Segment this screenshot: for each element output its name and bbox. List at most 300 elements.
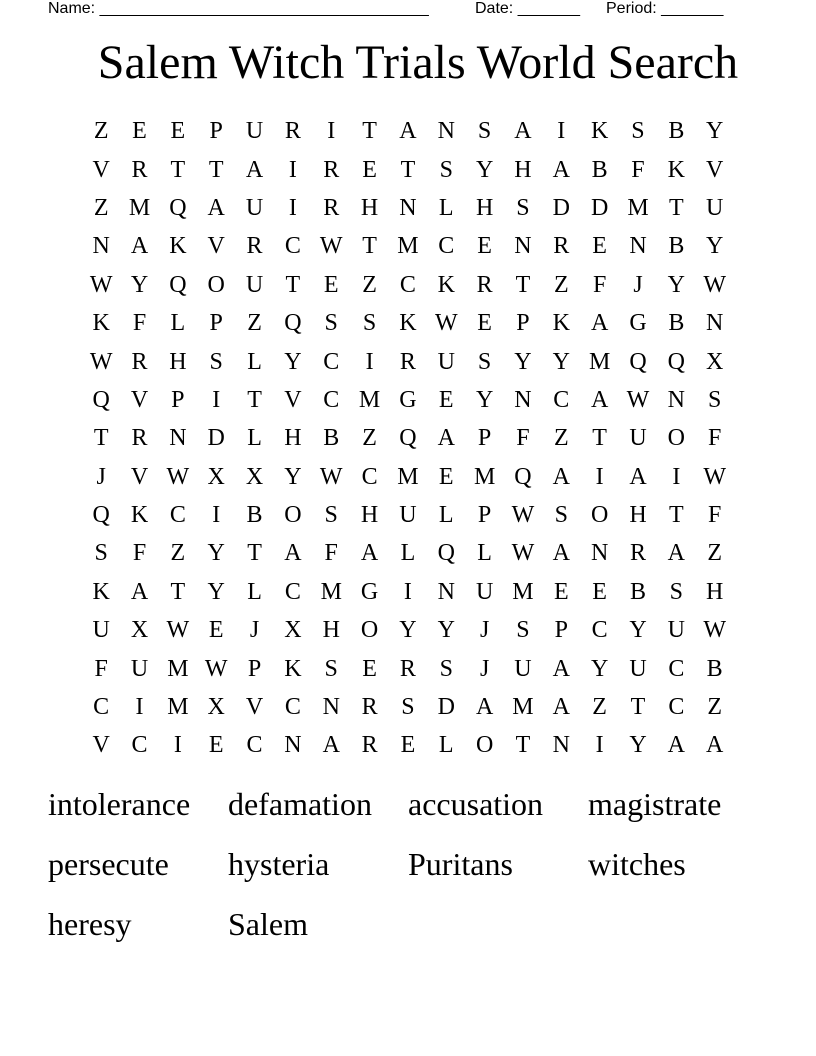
grid-letter[interactable]: F [516, 425, 530, 452]
grid-letter[interactable]: Y [514, 348, 532, 375]
grid-letter[interactable]: M [128, 194, 151, 221]
grid-letter[interactable]: P [209, 310, 223, 337]
grid-letter[interactable]: Y [130, 271, 149, 298]
grid-letter[interactable]: K [92, 310, 110, 337]
grid-letter[interactable]: E [362, 156, 377, 183]
grid-letter[interactable]: S [516, 194, 530, 221]
grid-letter[interactable]: M [512, 578, 534, 605]
grid-letter[interactable]: T [668, 502, 684, 529]
grid-letter[interactable]: T [362, 118, 377, 145]
grid-letter[interactable]: P [554, 617, 568, 644]
grid-letter[interactable]: G [360, 578, 379, 605]
grid-letter[interactable]: W [319, 463, 343, 490]
grid-letter[interactable]: A [360, 540, 379, 567]
grid-letter[interactable]: Y [207, 578, 225, 605]
grid-letter[interactable]: S [707, 386, 722, 413]
grid-letter[interactable]: I [557, 118, 566, 145]
grid-letter[interactable]: S [477, 348, 492, 375]
grid-letter[interactable]: R [284, 118, 301, 145]
grid-letter[interactable]: K [92, 578, 110, 605]
grid-letter[interactable]: U [92, 617, 110, 644]
grid-letter[interactable]: O [475, 732, 494, 759]
grid-letter[interactable]: L [247, 348, 262, 375]
grid-letter[interactable]: Q [629, 348, 647, 375]
grid-letter[interactable]: V [245, 694, 264, 721]
grid-letter[interactable]: W [319, 233, 343, 260]
grid-letter[interactable]: Z [553, 271, 569, 298]
grid-letter[interactable]: M [397, 233, 419, 260]
grid-letter[interactable]: C [399, 271, 416, 298]
word-bank-item: accusation [408, 786, 544, 822]
grid-letter[interactable]: P [477, 502, 492, 529]
grid-letter[interactable]: I [135, 694, 144, 721]
grid-letter[interactable]: F [631, 156, 645, 183]
grid-letter[interactable]: A [399, 118, 417, 145]
grid-letter[interactable]: J [633, 271, 643, 298]
grid-letter[interactable]: A [667, 732, 685, 759]
grid-letter[interactable]: J [249, 617, 260, 644]
grid-letter[interactable]: Y [437, 617, 455, 644]
grid-letter[interactable]: T [93, 425, 109, 452]
grid-letter[interactable]: Z [707, 540, 722, 567]
grid-letter[interactable]: P [171, 386, 185, 413]
grid-letter[interactable]: T [592, 425, 607, 452]
grid-letter[interactable]: A [629, 463, 647, 490]
grid-letter[interactable]: R [476, 271, 493, 298]
grid-letter[interactable]: Y [706, 233, 724, 260]
grid-letter[interactable]: F [707, 502, 722, 529]
grid-letter[interactable]: O [284, 502, 302, 529]
grid-letter[interactable]: B [706, 655, 723, 682]
date-field[interactable]: Date: _______ [475, 0, 580, 17]
grid-letter[interactable]: E [132, 118, 147, 145]
grid-letter[interactable]: U [514, 655, 532, 682]
grid-letter[interactable]: C [284, 233, 301, 260]
grid-letter[interactable]: Z [93, 194, 109, 221]
grid-letter[interactable]: T [630, 694, 646, 721]
period-field[interactable]: Period: _______ [606, 0, 724, 17]
grid-letter[interactable]: Q [169, 271, 187, 298]
grid-letter[interactable]: E [553, 578, 569, 605]
grid-letter[interactable]: S [439, 156, 453, 183]
grid-letter[interactable]: S [324, 655, 338, 682]
grid-letter[interactable]: P [209, 118, 223, 145]
grid-letter[interactable]: C [668, 694, 685, 721]
grid-letter[interactable]: M [397, 463, 419, 490]
grid-letter[interactable]: R [131, 348, 148, 375]
grid-letter[interactable]: H [322, 617, 340, 644]
grid-letter[interactable]: X [130, 617, 149, 644]
grid-letter[interactable]: H [706, 578, 724, 605]
grid-letter[interactable]: N [514, 386, 532, 413]
grid-letter[interactable]: H [360, 194, 379, 221]
grid-letter[interactable]: J [479, 617, 490, 644]
grid-letter[interactable]: A [552, 655, 570, 682]
grid-row [82, 496, 734, 534]
grid-letter[interactable]: Q [667, 348, 685, 375]
grid-letter[interactable]: S [324, 310, 338, 337]
grid-letter[interactable]: K [437, 271, 455, 298]
grid-letter[interactable]: T [668, 194, 684, 221]
grid-letter[interactable]: M [473, 463, 496, 490]
grid-letter[interactable]: R [553, 233, 570, 260]
grid-letter[interactable]: C [323, 386, 340, 413]
grid-letter[interactable]: A [130, 578, 149, 605]
grid-letter[interactable]: L [477, 540, 492, 567]
grid-letter[interactable]: A [590, 310, 609, 337]
grid-letter[interactable]: V [207, 233, 225, 260]
grid-letter[interactable]: W [166, 617, 190, 644]
grid-letter[interactable]: L [438, 502, 454, 529]
grid-letter[interactable]: Y [629, 732, 647, 759]
grid-letter[interactable]: T [515, 271, 531, 298]
grid-letter[interactable]: S [209, 348, 223, 375]
grid-letter[interactable]: Y [475, 386, 494, 413]
grid-letter[interactable]: W [511, 502, 535, 529]
grid-letter[interactable]: A [207, 194, 225, 221]
grid-letter[interactable]: Y [284, 463, 302, 490]
grid-letter[interactable]: Z [247, 310, 262, 337]
grid-letter[interactable]: E [362, 655, 377, 682]
grid-letter[interactable]: Z [170, 540, 186, 567]
grid-letter[interactable]: N [514, 233, 532, 260]
grid-letter[interactable]: K [667, 156, 685, 183]
grid-letter[interactable]: I [595, 732, 604, 759]
grid-letter[interactable]: T [208, 156, 224, 183]
grid-letter[interactable]: B [246, 502, 263, 529]
grid-row [82, 112, 734, 150]
grid-letter[interactable]: Y [284, 348, 302, 375]
grid-letter[interactable]: O [360, 617, 379, 644]
grid-letter[interactable]: X [245, 463, 264, 490]
grid-letter[interactable]: I [212, 386, 221, 413]
grid-letter[interactable]: S [631, 118, 645, 145]
grid-letter[interactable]: C [284, 694, 301, 721]
grid-letter[interactable]: R [361, 732, 378, 759]
grid-letter[interactable]: T [362, 233, 377, 260]
grid-letter[interactable]: X [207, 694, 225, 721]
grid-letter[interactable]: K [169, 233, 187, 260]
grid-letter[interactable]: S [324, 502, 338, 529]
grid-letter[interactable]: N [437, 118, 455, 145]
grid-letter[interactable]: E [170, 118, 186, 145]
grid-letter[interactable]: I [212, 502, 221, 529]
grid-letter[interactable]: Y [706, 118, 724, 145]
grid-letter[interactable]: C [284, 578, 301, 605]
grid-letter[interactable]: I [595, 463, 604, 490]
grid-letter[interactable]: X [706, 348, 724, 375]
grid-letter[interactable]: E [477, 310, 492, 337]
grid-letter[interactable]: Y [399, 617, 417, 644]
grid-letter[interactable]: X [284, 617, 302, 644]
grid-letter[interactable]: W [89, 348, 113, 375]
grid-letter[interactable]: R [131, 425, 148, 452]
grid-letter[interactable]: N [667, 386, 685, 413]
grid-letter[interactable]: Z [362, 425, 377, 452]
grid-letter[interactable]: R [629, 540, 646, 567]
grid-letter[interactable]: W [703, 617, 726, 644]
grid-letter[interactable]: F [132, 540, 147, 567]
grid-letter[interactable]: W [703, 463, 726, 490]
grid-letter[interactable]: U [629, 425, 647, 452]
grid-letter[interactable]: A [590, 386, 609, 413]
grid-letter[interactable]: K [590, 118, 609, 145]
grid-letter[interactable]: W [703, 271, 726, 298]
grid-letter[interactable]: A [552, 540, 570, 567]
grid-letter[interactable]: N [590, 540, 609, 567]
grid-letter[interactable]: E [592, 578, 607, 605]
grid-letter[interactable]: F [94, 655, 108, 682]
grid-letter[interactable]: W [204, 655, 228, 682]
grid-letter[interactable]: I [173, 732, 182, 759]
grid-letter[interactable]: E [400, 732, 416, 759]
grid-letter[interactable]: H [284, 425, 302, 452]
grid-letter[interactable]: E [438, 463, 454, 490]
grid-letter[interactable]: S [362, 310, 377, 337]
grid-letter[interactable]: N [399, 194, 417, 221]
worksheet-header [48, 0, 748, 20]
grid-letter[interactable]: C [169, 502, 186, 529]
grid-letter[interactable]: W [511, 540, 535, 567]
grid-letter[interactable]: F [592, 271, 607, 298]
grid-letter[interactable]: R [323, 156, 340, 183]
grid-letter[interactable]: T [515, 732, 531, 759]
grid-letter[interactable]: E [208, 617, 224, 644]
grid-letter[interactable]: S [94, 540, 108, 567]
grid-letter[interactable]: G [629, 310, 647, 337]
grid-letter[interactable]: A [552, 156, 570, 183]
grid-letter[interactable]: Z [553, 425, 569, 452]
grid-letter[interactable]: C [323, 348, 340, 375]
grid-letter[interactable]: X [207, 463, 225, 490]
grid-letter[interactable]: V [130, 463, 149, 490]
grid-letter[interactable]: W [89, 271, 113, 298]
grid-letter[interactable]: S [401, 694, 415, 721]
grid-letter[interactable]: C [668, 655, 685, 682]
grid-letter[interactable]: H [629, 502, 647, 529]
grid-letter[interactable]: U [667, 617, 685, 644]
grid-letter[interactable]: L [247, 425, 262, 452]
grid-letter[interactable]: B [668, 233, 685, 260]
grid-letter[interactable]: N [552, 732, 570, 759]
grid-letter[interactable]: S [439, 655, 453, 682]
grid-letter[interactable]: I [403, 578, 412, 605]
grid-letter[interactable]: A [322, 732, 340, 759]
grid-letter[interactable]: U [399, 502, 417, 529]
grid-letter[interactable]: I [327, 118, 336, 145]
grid-letter[interactable]: T [285, 271, 301, 298]
grid-letter[interactable]: V [130, 386, 149, 413]
grid-letter[interactable]: M [627, 194, 649, 221]
grid-letter[interactable]: W [166, 463, 190, 490]
grid-letter[interactable]: Y [207, 540, 225, 567]
word-search-grid[interactable] [82, 112, 734, 765]
grid-letter[interactable]: E [477, 233, 492, 260]
grid-letter[interactable]: E [208, 732, 224, 759]
grid-letter[interactable]: F [707, 425, 722, 452]
grid-letter[interactable]: U [629, 655, 647, 682]
grid-letter[interactable]: B [591, 156, 608, 183]
grid-letter[interactable]: Z [707, 694, 722, 721]
grid-letter[interactable]: A [667, 540, 685, 567]
grid-letter[interactable]: O [207, 271, 225, 298]
grid-letter[interactable]: C [438, 233, 455, 260]
grid-letter[interactable]: I [288, 194, 297, 221]
grid-letter[interactable]: Z [592, 694, 607, 721]
grid-letter[interactable]: Q [92, 386, 110, 413]
grid-letter[interactable]: H [514, 156, 532, 183]
grid-letter[interactable]: A [514, 118, 532, 145]
grid-letter[interactable]: J [96, 463, 106, 490]
grid-letter[interactable]: F [324, 540, 338, 567]
grid-letter[interactable]: D [552, 194, 570, 221]
grid-letter[interactable]: L [438, 194, 454, 221]
grid-letter[interactable]: R [399, 655, 416, 682]
grid-letter[interactable]: R [131, 156, 148, 183]
grid-letter[interactable]: K [552, 310, 570, 337]
grid-letter[interactable]: Q [284, 310, 302, 337]
grid-letter[interactable]: M [512, 694, 534, 721]
grid-letter[interactable]: J [479, 655, 490, 682]
grid-letter[interactable]: U [245, 271, 264, 298]
grid-letter[interactable]: I [288, 156, 297, 183]
grid-letter[interactable]: Q [399, 425, 417, 452]
grid-letter[interactable]: N [284, 732, 302, 759]
grid-letter[interactable]: S [477, 118, 492, 145]
grid-letter[interactable]: H [169, 348, 187, 375]
grid-letter[interactable]: T [170, 156, 186, 183]
grid-letter[interactable]: C [361, 463, 378, 490]
grid-letter[interactable]: B [668, 118, 685, 145]
grid-letter[interactable]: Q [169, 194, 187, 221]
grid-letter[interactable]: A [475, 694, 494, 721]
grid-row [82, 381, 734, 419]
grid-letter[interactable]: O [590, 502, 609, 529]
grid-letter[interactable]: M [320, 578, 342, 605]
grid-letter[interactable]: U [130, 655, 149, 682]
grid-letter[interactable]: Q [514, 463, 532, 490]
grid-letter[interactable]: W [626, 386, 650, 413]
grid-letter[interactable]: C [591, 617, 608, 644]
grid-row [82, 150, 734, 188]
grid-letter[interactable]: U [245, 194, 264, 221]
grid-letter[interactable]: R [246, 233, 263, 260]
grid-letter[interactable]: D [207, 425, 225, 452]
grid-letter[interactable]: E [323, 271, 339, 298]
grid-letter[interactable]: A [437, 425, 455, 452]
grid-letter[interactable]: V [284, 386, 302, 413]
grid-letter[interactable]: O [667, 425, 685, 452]
grid-letter[interactable]: C [93, 694, 110, 721]
grid-letter[interactable]: N [322, 694, 340, 721]
grid-letter[interactable]: A [245, 156, 264, 183]
grid-letter[interactable]: Q [437, 540, 455, 567]
grid-letter[interactable]: V [92, 732, 110, 759]
grid-letter[interactable]: T [247, 386, 262, 413]
grid-letter[interactable]: A [284, 540, 302, 567]
grid-letter[interactable]: N [92, 233, 110, 260]
grid-letter[interactable]: T [170, 578, 186, 605]
grid-letter[interactable]: Y [590, 655, 609, 682]
grid-letter[interactable]: M [588, 348, 611, 375]
grid-letter[interactable]: Y [629, 617, 647, 644]
grid-letter[interactable]: Z [93, 118, 109, 145]
grid-letter[interactable]: M [167, 655, 189, 682]
grid-letter[interactable]: U [706, 194, 724, 221]
grid-letter[interactable]: K [130, 502, 149, 529]
grid-letter[interactable]: M [167, 694, 189, 721]
grid-letter[interactable]: I [672, 463, 681, 490]
grid-letter[interactable]: S [554, 502, 568, 529]
grid-letter[interactable]: L [170, 310, 186, 337]
grid-letter[interactable]: L [438, 732, 454, 759]
grid-letter[interactable]: P [477, 425, 492, 452]
grid-letter[interactable]: L [247, 578, 262, 605]
grid-letter[interactable]: H [360, 502, 379, 529]
grid-letter[interactable]: V [706, 156, 724, 183]
grid-letter[interactable]: N [706, 310, 724, 337]
grid-letter[interactable]: T [400, 156, 416, 183]
grid-letter[interactable]: B [629, 578, 646, 605]
grid-letter[interactable]: K [399, 310, 417, 337]
grid-letter[interactable]: A [552, 463, 570, 490]
grid-letter[interactable]: E [592, 233, 607, 260]
grid-letter[interactable]: H [475, 194, 494, 221]
grid-letter[interactable]: B [668, 310, 685, 337]
grid-letter[interactable]: Y [552, 348, 570, 375]
grid-letter[interactable]: L [400, 540, 416, 567]
grid-letter[interactable]: A [552, 694, 570, 721]
grid-letter[interactable]: K [284, 655, 302, 682]
grid-letter[interactable]: Z [362, 271, 377, 298]
grid-letter[interactable]: U [475, 578, 494, 605]
grid-letter[interactable]: I [365, 348, 374, 375]
name-field[interactable]: Name: _____________________________________ [48, 0, 429, 17]
word-bank-row [48, 900, 768, 960]
grid-letter[interactable]: D [437, 694, 455, 721]
grid-letter[interactable]: W [434, 310, 458, 337]
grid-letter[interactable]: U [245, 118, 264, 145]
grid-letter[interactable]: D [590, 194, 609, 221]
grid-letter[interactable]: Y [667, 271, 685, 298]
grid-letter[interactable]: N [437, 578, 455, 605]
grid-letter[interactable]: N [629, 233, 647, 260]
grid-letter[interactable]: R [323, 194, 340, 221]
grid-letter[interactable]: N [169, 425, 187, 452]
grid-letter[interactable]: P [516, 310, 530, 337]
grid-letter[interactable]: T [247, 540, 262, 567]
grid-letter[interactable]: S [669, 578, 683, 605]
grid-letter[interactable]: V [92, 156, 110, 183]
grid-letter[interactable]: Q [92, 502, 110, 529]
grid-letter[interactable]: G [399, 386, 417, 413]
grid-letter[interactable]: C [131, 732, 148, 759]
grid-letter[interactable]: B [323, 425, 340, 452]
grid-letter[interactable]: U [437, 348, 455, 375]
grid-letter[interactable]: M [358, 386, 381, 413]
grid-letter[interactable]: R [399, 348, 416, 375]
grid-letter[interactable]: C [246, 732, 263, 759]
grid-letter[interactable]: S [516, 617, 530, 644]
grid-letter[interactable]: P [247, 655, 262, 682]
grid-letter[interactable]: E [438, 386, 454, 413]
grid-letter[interactable]: F [132, 310, 147, 337]
grid-letter[interactable]: C [553, 386, 570, 413]
grid-letter[interactable]: A [130, 233, 149, 260]
grid-letter[interactable]: Y [475, 156, 494, 183]
grid-letter[interactable]: A [706, 732, 724, 759]
grid-letter[interactable]: R [361, 694, 378, 721]
